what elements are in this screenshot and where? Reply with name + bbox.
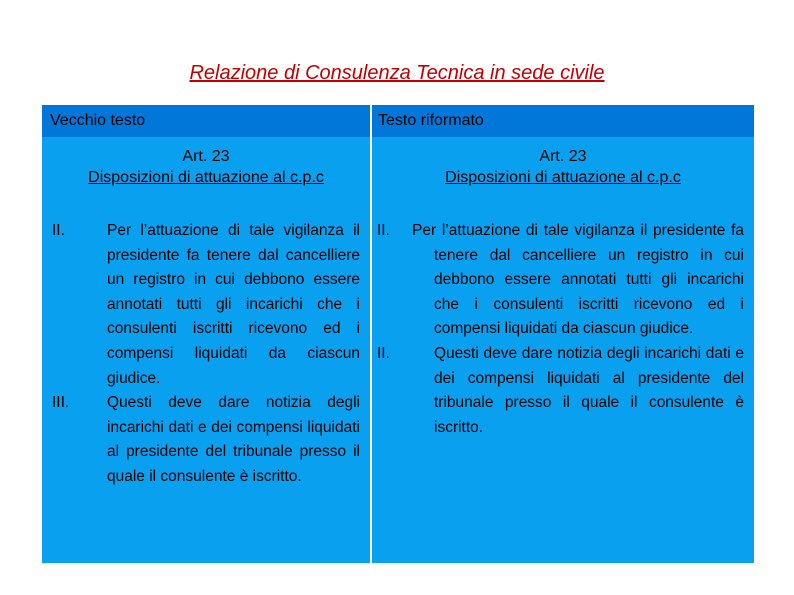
header-old-text: Vecchio testo	[50, 112, 146, 129]
item-number: II.	[377, 344, 390, 362]
item-number: II.	[52, 222, 65, 239]
item-text: Per l’attuazione di tale vigilanza il presidente fa tenere dal cancelliere un registro in cui debbono essere annotati tutti gli incarichi che i consulenti iscritti ricevono ed i compensi liquidati da ciascun giudice.	[412, 222, 744, 338]
article-subtitle: Disposizioni di attuazione al c.p.c	[88, 169, 324, 186]
list-item	[42, 391, 370, 489]
list-item	[372, 219, 754, 342]
article-title: Art. 23	[182, 148, 230, 165]
item-text: Questi deve dare notizia degli incarichi dati e dei compensi liquidati al presidente del tribunale presso il quale il consulente è iscritto.	[107, 394, 360, 485]
article-heading	[42, 146, 370, 188]
reformed-text-column	[372, 137, 754, 563]
item-text: Questi deve dare notizia degli incarichi dati e dei compensi liquidati al presidente del tribunale presso il quale il consulente è iscritto.	[434, 344, 744, 436]
comparison-table	[42, 105, 754, 563]
article-heading	[372, 146, 754, 188]
item-number: II.	[377, 222, 390, 239]
old-text-column	[42, 137, 370, 563]
article-title: Art. 23	[539, 148, 587, 165]
list-item	[372, 342, 754, 440]
header-reformed-text: Testo riformato	[378, 112, 484, 129]
table-header	[42, 105, 754, 137]
article-items	[42, 219, 370, 490]
item-number: III.	[52, 394, 70, 412]
article-subtitle: Disposizioni di attuazione al c.p.c	[445, 169, 681, 186]
article-items	[372, 219, 754, 440]
list-item	[42, 219, 370, 391]
page-title: Relazione di Consulenza Tecnica in sede civile	[189, 62, 605, 84]
item-text: Per l’attuazione di tale vigilanza il presidente fa tenere dal cancelliere un registro in cui debbono essere annotati tutti gli incarichi che i consulenti iscritti ricevono ed i compensi liquidati da ciascun giudice.	[107, 222, 360, 387]
